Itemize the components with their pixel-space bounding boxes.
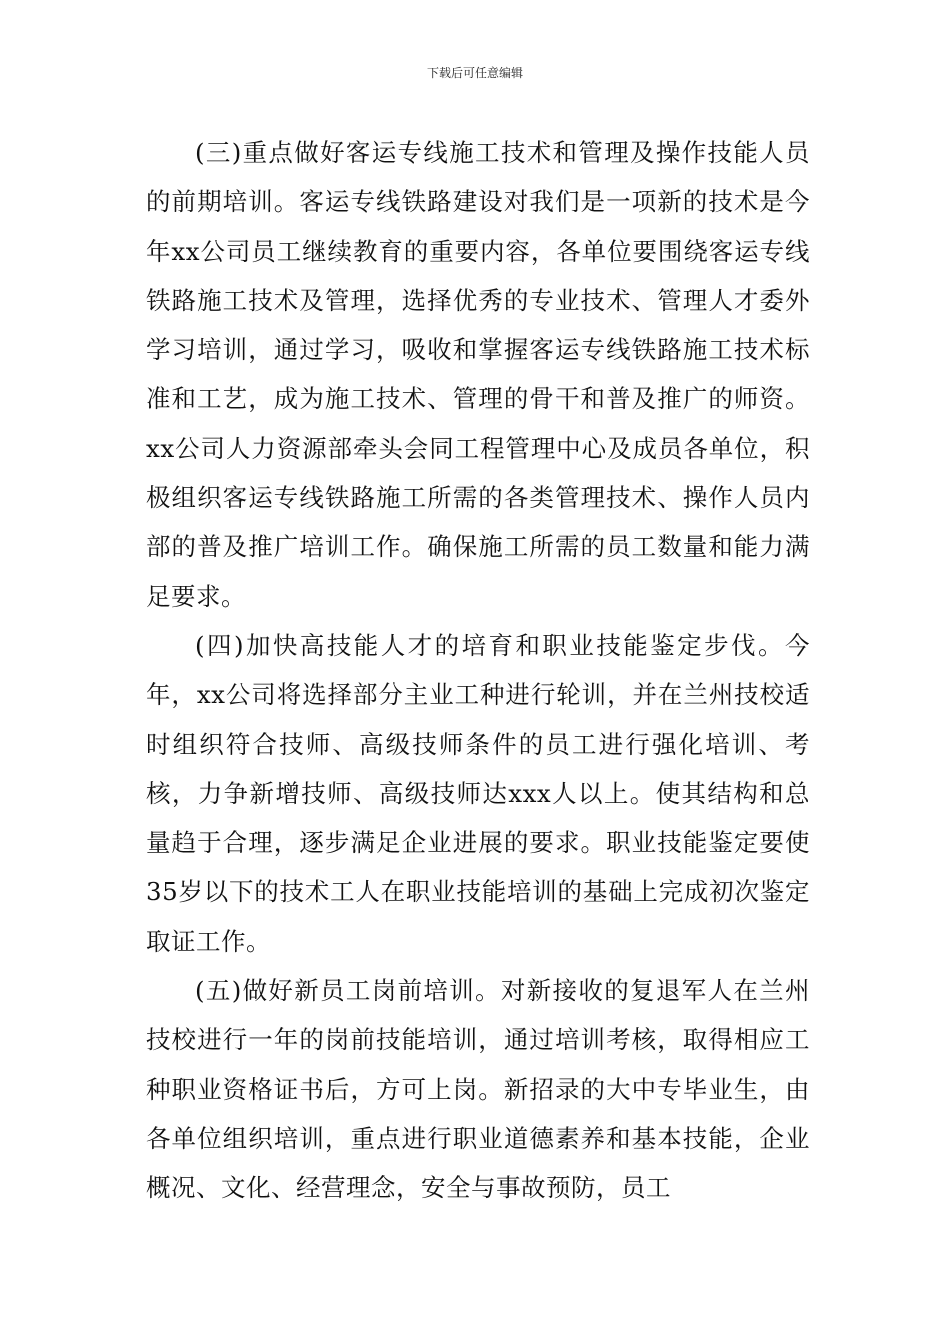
document-body [146,128,810,1213]
page-header-note: 下载后可任意编辑 [426,66,523,80]
paragraph-section-3: (三)重点做好客运专线施工技术和管理及操作技能人员的前期培训。客运专线铁路建设对我们是一项新的技术是今年xx公司员工继续教育的重要内容，各单位要围绕客运专线铁路施工技术及管理，选择优秀的专业技术、管理人才委外学习培训，通过学习，吸收和掌握客运专线铁路施工技术标准和工艺，成为施工技术、管理的骨干和普及推广的师资。xx公司人力资源部牵头会同工程管理中心及成员各单位，积极组织客运专线铁路施工所需的各类管理技术、操作人员内部的普及推广培训工作。确保施工所需的员工数量和能力满足要求。 [146,138,810,611]
paragraph-section-4: (四)加快高技能人才的培育和职业技能鉴定步伐。今年，xx公司将选择部分主业工种进行轮训，并在兰州技校适时组织符合技师、高级技师条件的员工进行强化培训、考核，力争新增技师、高级技师达xxx人以上。使其结构和总量趋于合理，逐步满足企业进展的要求。职业技能鉴定要使35岁以下的技术工人在职业技能培训的基础上完成初次鉴定取证工作。 [146,630,810,956]
paragraph-section-5: (五)做好新员工岗前培训。对新接收的复退军人在兰州技校进行一年的岗前技能培训，通过培训考核，取得相应工种职业资格证书后，方可上岗。新招录的大中专毕业生，由各单位组织培训，重点进行职业道德素养和基本技能，企业概况、文化、经营理念，安全与事故预防，员工 [146,976,810,1203]
